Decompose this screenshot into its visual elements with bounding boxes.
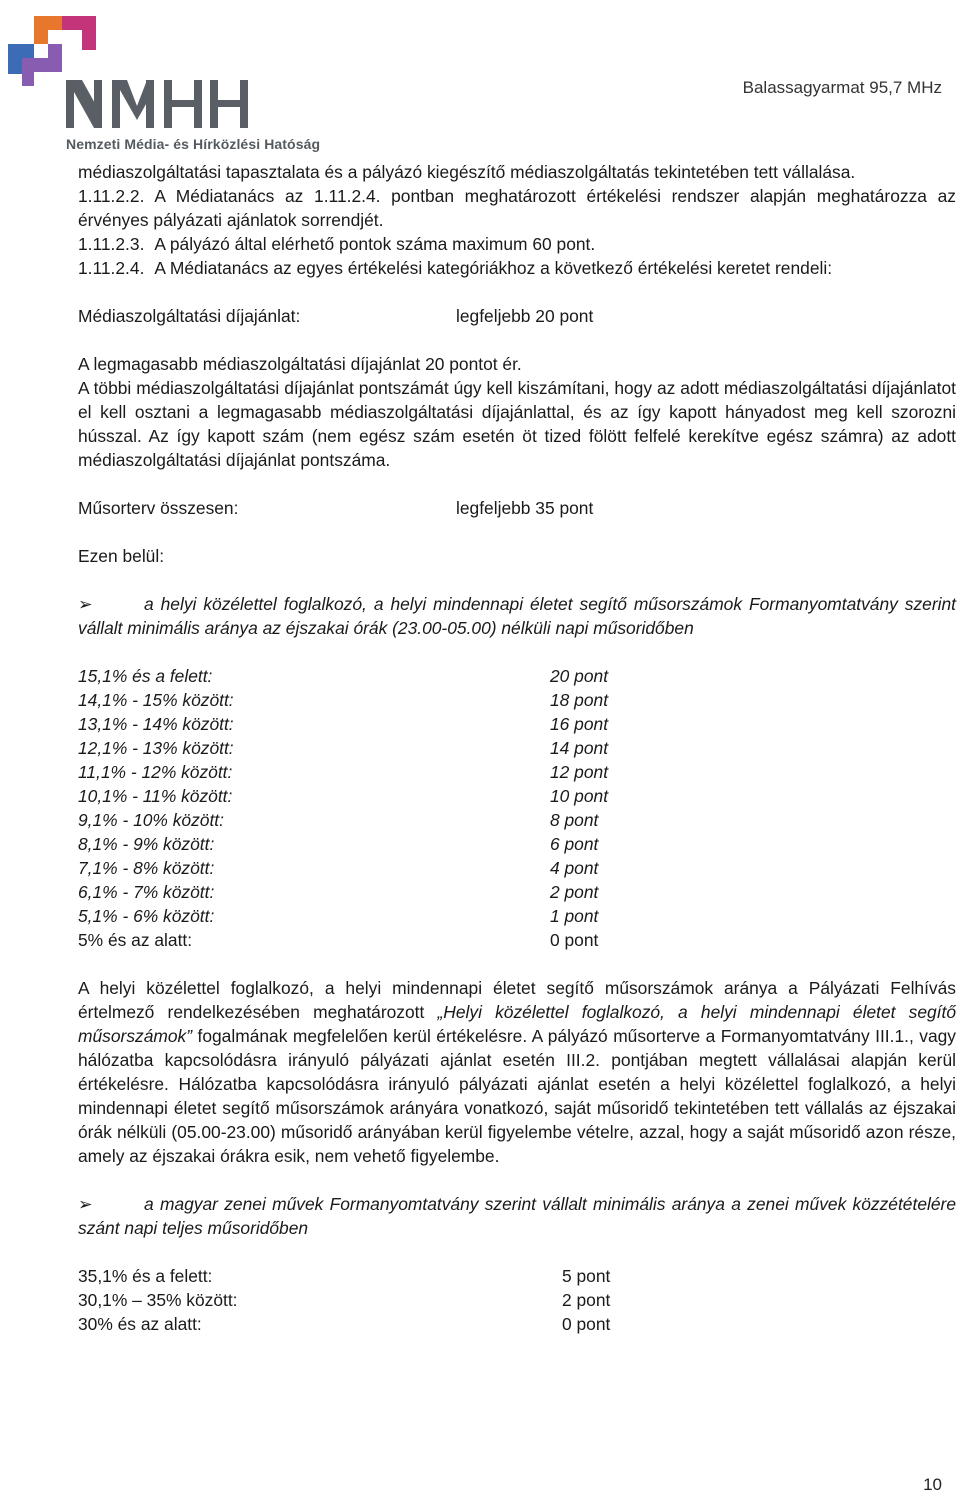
program-value: legfeljebb 35 pont bbox=[456, 498, 594, 518]
score-value: 20 pont bbox=[550, 666, 609, 686]
score-row bbox=[78, 832, 638, 856]
bullet-text: a magyar zenei művek Formanyomtatvány szerint vállalt minimális aránya a zenei művek közzétételére szánt napi teljes műsoridőben bbox=[78, 1194, 956, 1238]
score-table-music bbox=[78, 1264, 638, 1336]
score-row bbox=[78, 1288, 638, 1312]
arrow-bullet-icon: ➢ bbox=[78, 1194, 93, 1214]
score-value: 2 pont bbox=[562, 1290, 611, 1310]
program-label: Műsorterv összesen: bbox=[78, 498, 239, 518]
fee-text-1: A legmagasabb médiaszolgáltatási díjajánlat 20 pontot ér. bbox=[78, 354, 522, 374]
fee-row bbox=[78, 304, 956, 328]
within-label: Ezen belül: bbox=[78, 546, 165, 566]
score-value: 5 pont bbox=[562, 1266, 611, 1286]
nmhh-wordmark bbox=[64, 78, 249, 130]
score-value: 2 pont bbox=[550, 882, 599, 902]
score-value: 6 pont bbox=[550, 834, 599, 854]
arrow-bullet-icon: ➢ bbox=[78, 594, 93, 614]
score-label: 30,1% – 35% között: bbox=[78, 1290, 238, 1310]
fee-text-2: A többi médiaszolgáltatási díjajánlat pontszámát úgy kell kiszámítani, hogy az adott médiaszolgáltatási díjajánlatot el kell osztani a legmagasabb médiaszolgáltatási díjajánlattal, és az így kapott hányadost meg kell szorozni hússzal. Az így kapott szám (nem egész szám esetén öt tized fölött felfelé kerekítve egész számra) az adott médiaszolgáltatási díjajánlat pontszáma. bbox=[78, 378, 956, 470]
score-row bbox=[78, 880, 638, 904]
score-row bbox=[78, 856, 638, 880]
score-label: 14,1% - 15% között: bbox=[78, 690, 234, 710]
bullet-text: a helyi közélettel foglalkozó, a helyi mindennapi életet segítő műsorszámok Formanyomtatvány szerint vállalt minimális aránya az éjszakai órák (23.00-05.00) nélküli napi műsoridőben bbox=[78, 594, 956, 638]
paragraph-1-11-2-3 bbox=[78, 232, 956, 256]
score-label: 13,1% - 14% között: bbox=[78, 714, 234, 734]
logo-subtitle: Nemzeti Média- és Hírközlési Hatóság bbox=[66, 136, 321, 152]
score-label: 9,1% - 10% között: bbox=[78, 810, 224, 830]
score-label: 30% és az alatt: bbox=[78, 1314, 202, 1334]
paragraph-1-11-2-2 bbox=[78, 184, 956, 232]
fee-value: legfeljebb 20 pont bbox=[456, 306, 594, 326]
score-value: 1 pont bbox=[550, 906, 599, 926]
score-row bbox=[78, 904, 638, 928]
page-header bbox=[0, 0, 960, 160]
score-value: 0 pont bbox=[562, 1314, 611, 1334]
score-label: 15,1% és a felett: bbox=[78, 666, 213, 686]
paragraph-text: A Médiatanács az egyes értékelési kategóriákhoz a következő értékelési keretet rendeli: bbox=[154, 258, 833, 278]
section-number: 1.11.2.4. bbox=[78, 258, 145, 278]
score-row bbox=[78, 688, 638, 712]
score-label: 5% és az alatt: bbox=[78, 930, 193, 950]
nmhh-logo-icon bbox=[4, 8, 104, 88]
score-label: 11,1% - 12% között: bbox=[78, 762, 233, 782]
score-value: 8 pont bbox=[550, 810, 599, 830]
score-value: 14 pont bbox=[550, 738, 609, 758]
score-table-local bbox=[78, 664, 638, 952]
section-number: 1.11.2.3. bbox=[78, 234, 145, 254]
score-value: 12 pont bbox=[550, 762, 609, 782]
paragraph-italic-term: „Helyi közélettel foglalkozó, a helyi mindennapi életet segítő műsorszámok” bbox=[78, 1002, 956, 1046]
section-number: 1.11.2.2. bbox=[78, 186, 145, 206]
score-value: 16 pont bbox=[550, 714, 609, 734]
fee-label: Médiaszolgáltatási díjajánlat: bbox=[78, 306, 301, 326]
score-label: 6,1% - 7% között: bbox=[78, 882, 215, 902]
score-row bbox=[78, 784, 638, 808]
score-row bbox=[78, 1312, 638, 1336]
bullet-hungarian-music bbox=[78, 1192, 956, 1240]
paragraph-local-explanation bbox=[78, 976, 956, 1168]
paragraph-text: A pályázó által elérhető pontok száma maximum 60 pont. bbox=[154, 234, 596, 254]
paragraph-text: A Médiatanács az 1.11.2.4. pontban meghatározott értékelési rendszer alapján meghatározza az érvényes pályázati ajánlatok sorrendjét. bbox=[78, 186, 956, 230]
score-label: 10,1% - 11% között: bbox=[78, 786, 233, 806]
document-body bbox=[78, 160, 956, 1336]
paragraph-1-11-2-4 bbox=[78, 256, 956, 280]
score-row bbox=[78, 928, 638, 952]
paragraph-text: A helyi közélettel foglalkozó, a helyi mindennapi életet segítő műsorszámok aránya a Pályázati Felhívás értelmező rendelkezésében meghatározott bbox=[78, 978, 956, 1022]
score-row bbox=[78, 760, 638, 784]
score-label: 5,1% - 6% között: bbox=[78, 906, 215, 926]
score-value: 4 pont bbox=[550, 858, 599, 878]
score-row bbox=[78, 664, 638, 688]
score-value: 18 pont bbox=[550, 690, 609, 710]
score-value: 0 pont bbox=[550, 930, 599, 950]
program-row bbox=[78, 496, 956, 520]
page-number: 10 bbox=[923, 1475, 942, 1494]
score-row bbox=[78, 712, 638, 736]
header-title: Balassagyarmat 95,7 MHz bbox=[742, 78, 942, 97]
paragraph-text: fogalmának megfelelően kerül értékelésre. A pályázó műsorterve a Formanyomtatvány III.1., vagy hálózatba kapcsolódásra irányuló pályázati ajánlat esetén III.2. pontjában megtett vállalásai alapján kerül értékelésre. Hálózatba kapcsolódásra irányuló pályázati ajánlat esetén a helyi közélettel foglalkozó, a helyi mindennapi életet segítő műsorszámok arányára vonatkozó, saját műsoridő tekintetében tett vállalás az éjszakai órák nélküli (05.00-23.00) műsoridő arányában kerül figyelembe vételre, azzal, hogy a saját műsoridő azon része, amely az éjszakai órákra esik, nem vehető figyelembe. bbox=[78, 1026, 956, 1166]
score-label: 8,1% - 9% között: bbox=[78, 834, 215, 854]
score-value: 10 pont bbox=[550, 786, 609, 806]
score-label: 7,1% - 8% között: bbox=[78, 858, 215, 878]
bullet-local-public-life bbox=[78, 592, 956, 640]
score-label: 12,1% - 13% között: bbox=[78, 738, 234, 758]
paragraph-1: médiaszolgáltatási tapasztalata és a pályázó kiegészítő médiaszolgáltatás tekintetében tett vállalása. bbox=[78, 162, 856, 182]
score-row bbox=[78, 808, 638, 832]
score-row bbox=[78, 1264, 638, 1288]
score-row bbox=[78, 736, 638, 760]
score-label: 35,1% és a felett: bbox=[78, 1266, 213, 1286]
